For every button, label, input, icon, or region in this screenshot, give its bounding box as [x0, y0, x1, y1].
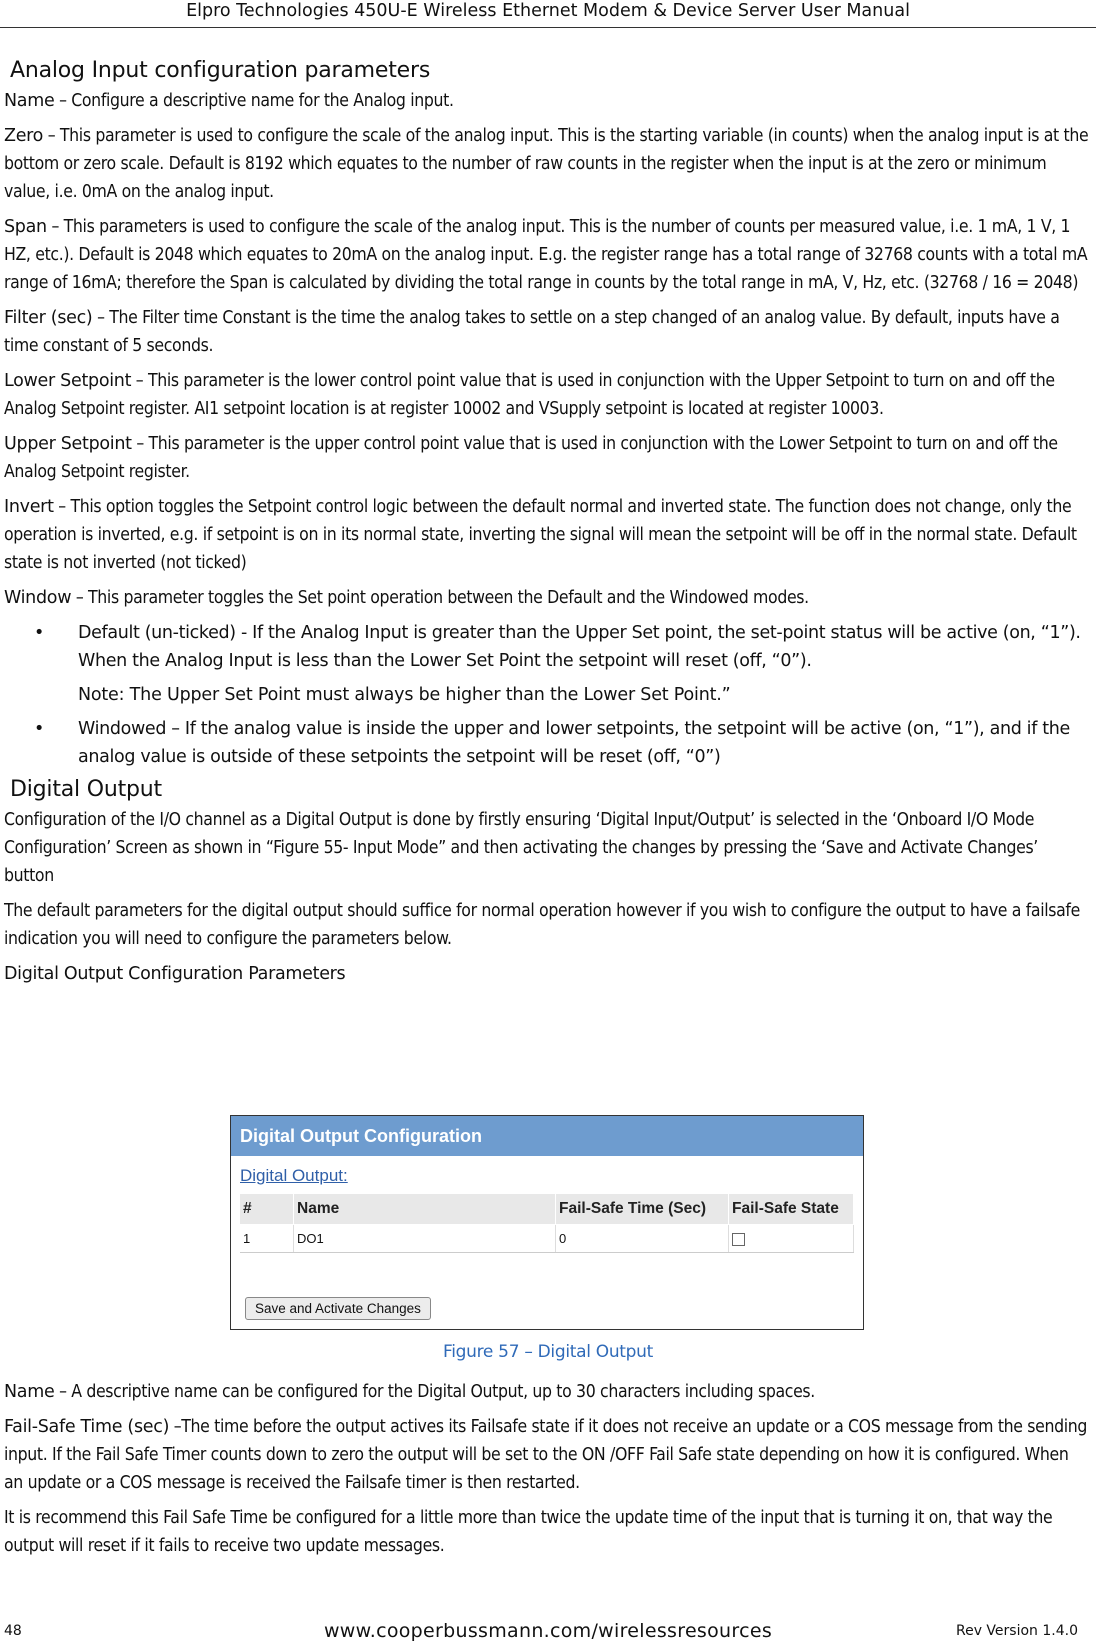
- param-term: Lower Setpoint: [4, 371, 132, 391]
- bullet-term: Windowed: [78, 719, 167, 739]
- bullet-text: – If the analog value is inside the upper and lower setpoints, the setpoint will be active (on, “1”), and if the analog value is outside of these setpoints the setpoint will be reset (off, “0”): [78, 719, 1070, 767]
- table-row: [240, 1225, 854, 1253]
- param-zero: [4, 122, 1092, 206]
- config-title: Digital Output Configuration: [231, 1116, 863, 1156]
- param-name: [4, 87, 1092, 115]
- cell-name[interactable]: DO1: [294, 1225, 556, 1253]
- param-desc: – This parameter toggles the Set point operation between the Default and the Windowed modes.: [71, 588, 809, 608]
- digital-section-heading: Digital Output: [10, 777, 162, 802]
- param-lower-setpoint: [4, 367, 1092, 423]
- list-item: [4, 619, 1092, 675]
- param-desc: – This option toggles the Setpoint control logic between the default normal and inverted state. The function does not change, only the operation is inverted, e.g. if setpoint is on in its normal state, inverting the signal will mean the setpoint will be off in the normal state. Default state is not inverted (not ticked): [4, 497, 1077, 573]
- window-mode-list: [4, 619, 1092, 675]
- param-desc: – The Filter time Constant is the time the analog takes to settle on a step changed of an analog value. By default, inputs have a time constant of 5 seconds.: [4, 308, 1060, 356]
- param-term: Filter (sec): [4, 308, 93, 328]
- cell-failsafe-time[interactable]: 0: [556, 1225, 729, 1253]
- digital-output-link[interactable]: Digital Output:: [240, 1166, 348, 1185]
- intro-text: Configuration of the I/O channel as a Digital Output is done by firstly ensuring ‘Digital Input/Output’ is selected in the ‘Onboard I/O Mode Configuration’ Screen as shown in “: [4, 810, 1035, 858]
- revision-label: Rev Version 1.4.0: [955, 1623, 1078, 1639]
- failsafe-state-checkbox[interactable]: [732, 1233, 745, 1246]
- param-desc: – This parameter is the lower control point value that is used in conjunction with the Upper Setpoint to turn on and off the Analog Setpoint register. AI1 setpoint location is at register 10002 and VSupply setpoint is located at register 10003.: [4, 371, 1055, 419]
- digital-output-config-screenshot: [230, 1115, 864, 1330]
- param-term: Name: [4, 1382, 55, 1402]
- main-content: [4, 58, 1092, 988]
- param-desc: – This parameters is used to configure the scale of the analog input. This is the number of counts per measured value, i.e. 1 mA, 1 V, 1 HZ, etc.). Default is 2048 which equates to 20mA on the analog input. E.g. the register range has a total range of 32768 counts with a total mA range of 16mA; therefore the Span is calculated by dividing the total range in counts by the total range in mA, V, Hz, etc. (32768 / 16 = 2048): [4, 217, 1088, 293]
- save-activate-button[interactable]: Save and Activate Changes: [245, 1297, 431, 1320]
- param-term: Span: [4, 217, 47, 237]
- param-desc: – This parameter is the upper control point value that is used in conjunction with the Lower Setpoint to turn on and off the Analog Setpoint register.: [4, 434, 1058, 482]
- param-span: [4, 213, 1092, 297]
- footer-url: www.cooperbussmann.com/wirelessresources: [323, 1620, 773, 1642]
- page-footer: [0, 1620, 1096, 1643]
- param-do-name: [4, 1378, 1092, 1406]
- page-number: 48: [4, 1623, 22, 1639]
- digital-subheading: Digital Output Configuration Parameters: [4, 964, 346, 984]
- param-term: Invert: [4, 497, 54, 517]
- param-filter: [4, 304, 1092, 360]
- analog-section-heading: Analog Input configuration parameters: [10, 58, 431, 83]
- list-item: [4, 715, 1092, 771]
- bullet-icon: •: [34, 623, 44, 643]
- param-failsafe-time: [4, 1413, 1092, 1497]
- col-header: Name: [294, 1194, 556, 1225]
- after-figure-content: [4, 1378, 1092, 1560]
- param-desc: – Configure a descriptive name for the Analog input.: [54, 91, 454, 111]
- digital-defaults: The default parameters for the digital output should suffice for normal operation however if you wish to configure the output to have a failsafe indication you will need to configure the parameters below.: [4, 901, 1080, 949]
- cell-num: 1: [240, 1225, 294, 1253]
- param-upper-setpoint: [4, 430, 1092, 486]
- figure-caption: Figure 57 – Digital Output: [442, 1342, 654, 1362]
- figure-reference: Figure 55- Input Mode: [273, 838, 439, 858]
- param-desc: – This parameter is used to configure the scale of the analog input. This is the starting variable (in counts) when the analog input is at the bottom or zero scale. Default is 8192 which equates to the number of raw counts in the register when the input is at the zero or minimum value, i.e. 0mA on the analog input.: [4, 126, 1089, 202]
- param-desc: – A descriptive name can be configured for the Digital Output, up to 30 characters including spaces.: [54, 1382, 815, 1402]
- col-header: Fail-Safe Time (Sec): [556, 1194, 729, 1225]
- param-desc: –The time before the output actives its Failsafe state if it does not receive an update or a COS message from the sending input. If the Fail Safe Timer counts down to zero the output will be set to the ON /OFF Fail Safe state depending on how it is configured. When an update or a COS message is received the Failsafe timer is then restarted.: [4, 1417, 1088, 1493]
- digital-output-table: [240, 1194, 854, 1253]
- bullet-text: Default (un-ticked) - If the Analog Input is greater than the Upper Set point, the set-point status will be active (on, “1”). When the Analog Input is less than the Lower Set Point the setpoint will reset (off, “0”).: [78, 623, 1081, 671]
- intro-text: ” and then activating the changes by pressing the ‘Save and Activate Changes’ button: [4, 838, 1038, 886]
- running-header: Elpro Technologies 450U-E Wireless Ethernet Modem & Device Server User Manual: [0, 0, 1096, 28]
- setpoint-note: Note: The Upper Set Point must always be higher than the Lower Set Point.”: [78, 685, 731, 705]
- param-term: Window: [4, 588, 72, 608]
- closing-paragraph: It is recommend this Fail Safe Time be configured for a little more than twice the update time of the input that is turning it on, that way the output will reset if it fails to receive two update messages.: [4, 1508, 1053, 1556]
- param-term: Upper Setpoint: [4, 434, 132, 454]
- digital-intro: [4, 806, 1092, 890]
- window-mode-list-2: [4, 715, 1092, 771]
- col-header: #: [240, 1194, 294, 1225]
- param-term: Zero: [4, 126, 44, 146]
- param-invert: [4, 493, 1092, 577]
- param-term: Fail-Safe Time (sec): [4, 1417, 170, 1437]
- col-header: Fail-Safe State: [729, 1194, 854, 1225]
- param-window: [4, 584, 1092, 612]
- bullet-icon: •: [34, 719, 44, 739]
- cell-failsafe-state: [729, 1225, 854, 1253]
- param-term: Name: [4, 91, 55, 111]
